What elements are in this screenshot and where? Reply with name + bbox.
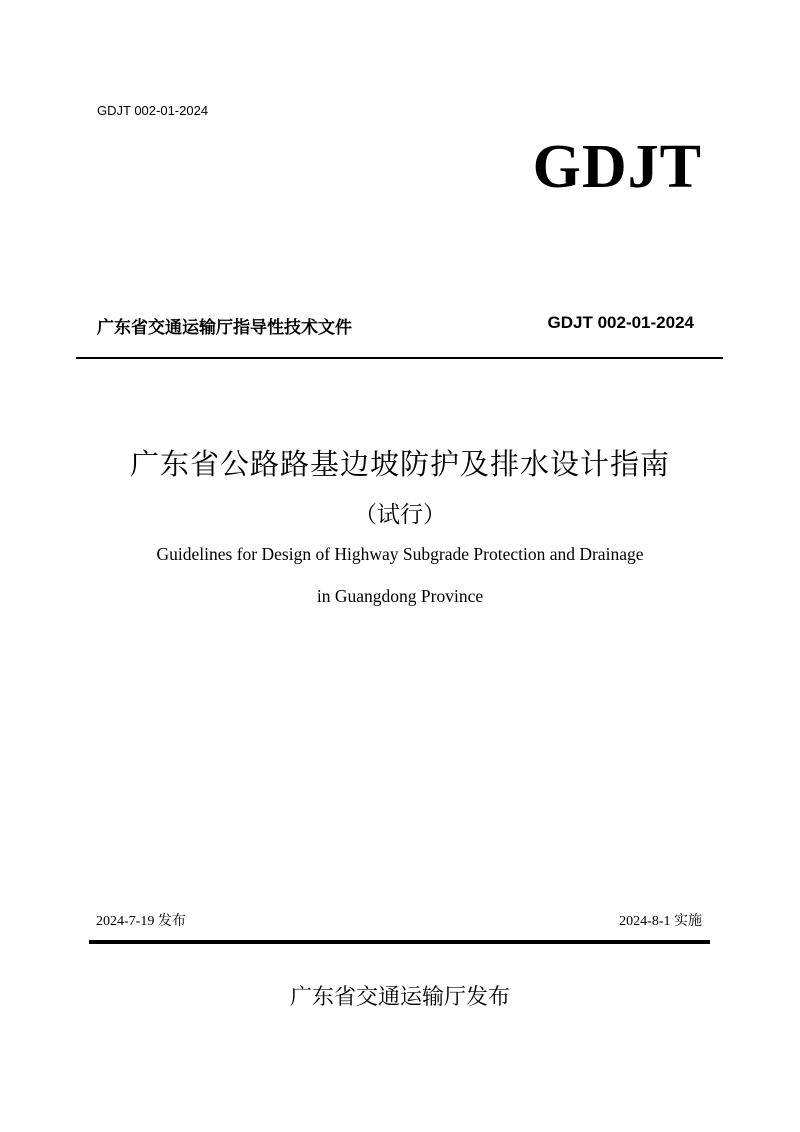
title-english-line-2: in Guangdong Province	[316, 586, 484, 606]
title-chinese: 广东省公路路基边坡防护及排水设计指南	[129, 447, 670, 481]
standard-mark: GDJT	[532, 133, 702, 201]
document-category: 广东省交通运输厅指导性技术文件	[97, 318, 352, 338]
publisher: 广东省交通运输厅发布	[289, 985, 510, 1010]
bottom-divider	[89, 940, 710, 944]
title-trial-note: （试行）	[354, 502, 446, 528]
issue-date: 2024-7-19 发布	[96, 914, 186, 929]
implementation-date: 2024-8-1 实施	[619, 914, 702, 929]
document-number: GDJT 002-01-2024	[97, 103, 209, 118]
title-english-line-1: Guidelines for Design of Highway Subgrade Protection and Drainage	[156, 544, 644, 564]
top-divider	[76, 357, 723, 359]
document-code: GDJT 002-01-2024	[547, 313, 694, 332]
